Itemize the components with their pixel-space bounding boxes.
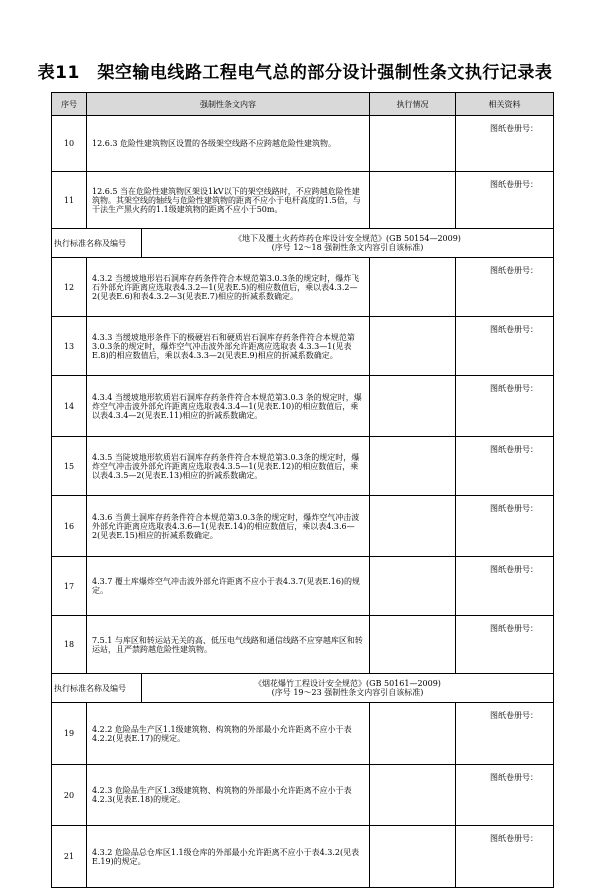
row-status-cell[interactable] <box>370 765 456 826</box>
standard-row <box>52 674 554 703</box>
row-ref: 图纸卷册号： <box>456 826 554 888</box>
row-status-cell[interactable] <box>370 116 456 172</box>
table-row <box>52 616 554 674</box>
row-status-cell[interactable] <box>370 258 456 317</box>
row-status-cell[interactable] <box>370 376 456 437</box>
row-ref: 图纸卷册号： <box>456 496 554 557</box>
standard-note: (序号 12～18 强制性条文内容引自该标准) <box>271 243 424 252</box>
row-status-cell[interactable] <box>370 557 456 616</box>
table-row <box>52 765 554 826</box>
row-status-cell[interactable] <box>370 172 456 229</box>
row-ref: 图纸卷册号： <box>456 317 554 376</box>
row-ref: 图纸卷册号： <box>456 258 554 317</box>
page-title: 表11 架空输电线路工程电气总的部分设计强制性条文执行记录表 <box>37 63 553 83</box>
row-seq: 21 <box>52 826 87 888</box>
row-seq: 13 <box>52 317 87 376</box>
row-text: 4.3.3 当缓坡地形条件下的极硬岩石和硬质岩石洞库存药条件符合本规范第3.0.3条的规定时，爆炸空气冲击波外部允许距离应选取表 4.3.3—1(见表E.8)的相应数值后，乘以表4.3.3—2(见表E.9)相应的折减系数确定。 <box>87 317 370 376</box>
row-seq: 19 <box>52 703 87 765</box>
table-header-row <box>52 93 554 116</box>
header-seq: 序号 <box>52 93 87 116</box>
row-text: 12.6.5 当在危险性建筑物区架设1kV以下的架空线路时，不应跨越危险性建筑物。其架空线的轴线与危险性建筑物的距离不应小于电杆高度的1.5倍，与干法生产黑火药的1.1级建筑物的距离不应小于50m。 <box>87 172 370 229</box>
row-ref: 图纸卷册号： <box>456 765 554 826</box>
standard-text <box>142 229 554 258</box>
table-row <box>52 703 554 765</box>
row-seq: 11 <box>52 172 87 229</box>
row-ref: 图纸卷册号： <box>456 116 554 172</box>
table-row <box>52 116 554 172</box>
row-text: 4.3.2 当缓坡地形岩石洞库存药条件符合本规范第3.0.3条的规定时，爆炸飞石外部允许距离应选取表4.3.2—1(见表E.5)的相应数值后，乘以表4.3.2—2(见表E.6)和表4.3.2—3(见表E.7)相应的折减系数确定。 <box>87 258 370 317</box>
table-row <box>52 172 554 229</box>
row-text: 4.3.5 当陡坡地形软质岩石洞库存药条件符合本规范第3.0.3条的规定时，爆炸空气冲击波外部允许距离应选取表4.3.5—1(见表E.12)的相应数值后，乘以表4.3.5—2(见表E.13)相应的折减系数确定。 <box>87 437 370 496</box>
row-text: 7.5.1 与库区和转运站无关的高、低压电气线路和通信线路不应穿越库区和转运站，且严禁跨越危险性建筑物。 <box>87 616 370 674</box>
header-status: 执行情况 <box>370 93 456 116</box>
row-seq: 15 <box>52 437 87 496</box>
row-seq: 14 <box>52 376 87 437</box>
row-ref: 图纸卷册号： <box>456 172 554 229</box>
table-row <box>52 557 554 616</box>
standard-note: (序号 19～23 强制性条文内容引自该标准) <box>271 688 424 697</box>
row-seq: 20 <box>52 765 87 826</box>
table-row <box>52 317 554 376</box>
table-row <box>52 258 554 317</box>
standard-name: 《烟花爆竹工程设计安全规范》(GB 50161—2009) <box>254 679 441 688</box>
row-status-cell[interactable] <box>370 317 456 376</box>
standard-label: 执行标准名称及编号 <box>52 229 142 258</box>
standard-name: 《地下及覆土火药炸药仓库设计安全规范》(GB 50154—2009) <box>234 234 461 243</box>
row-text: 4.3.4 当缓坡地形软质岩石洞库存药条件符合本规范第3.0.3 条的规定时，爆炸空气冲击波外部允许距离应选取表4.3.4—1(见表E.10)的相应数值后，乘以表4.3.4—2(见表E.11)相应的折减系数确定。 <box>87 376 370 437</box>
row-text: 4.3.2 危险品总仓库区1.1级仓库的外部最小允许距离不应小于表4.3.2(见表E.19)的规定。 <box>87 826 370 888</box>
record-table <box>51 92 554 888</box>
row-seq: 12 <box>52 258 87 317</box>
row-status-cell[interactable] <box>370 437 456 496</box>
row-seq: 18 <box>52 616 87 674</box>
row-status-cell[interactable] <box>370 703 456 765</box>
row-text: 4.2.3 危险品生产区1.3级建筑物、构筑物的外部最小允许距离不应小于表4.2.3(见表E.18)的规定。 <box>87 765 370 826</box>
row-seq: 16 <box>52 496 87 557</box>
row-text: 4.3.7 覆土库爆炸空气冲击波外部允许距离不应小于表4.3.7(见表E.16)的规定。 <box>87 557 370 616</box>
row-text: 4.3.6 当黄土洞库存药条件符合本规范第3.0.3条的规定时，爆炸空气冲击波 外部允许距离应选取表4.3.6—1(见表E.14)的相应数值后，乘以表4.3.6—2(见表E.15)相应的折减系数确定。 <box>87 496 370 557</box>
row-seq: 10 <box>52 116 87 172</box>
table-row <box>52 496 554 557</box>
standard-row <box>52 229 554 258</box>
row-status-cell[interactable] <box>370 616 456 674</box>
row-text: 4.2.2 危险品生产区1.1级建筑物、构筑物的外部最小允许距离不应小于表4.2.2(见表E.17)的规定。 <box>87 703 370 765</box>
row-ref: 图纸卷册号： <box>456 616 554 674</box>
row-ref: 图纸卷册号： <box>456 703 554 765</box>
row-ref: 图纸卷册号： <box>456 376 554 437</box>
row-ref: 图纸卷册号： <box>456 437 554 496</box>
standard-text <box>142 674 554 703</box>
header-ref: 相关资料 <box>456 93 554 116</box>
header-req: 强制性条文内容 <box>87 93 370 116</box>
table-row <box>52 376 554 437</box>
row-text: 12.6.3 危险性建筑物区设置的各级架空线路不应跨越危险性建筑物。 <box>87 116 370 172</box>
row-ref: 图纸卷册号： <box>456 557 554 616</box>
row-seq: 17 <box>52 557 87 616</box>
standard-label: 执行标准名称及编号 <box>52 674 142 703</box>
table-row <box>52 437 554 496</box>
row-status-cell[interactable] <box>370 496 456 557</box>
